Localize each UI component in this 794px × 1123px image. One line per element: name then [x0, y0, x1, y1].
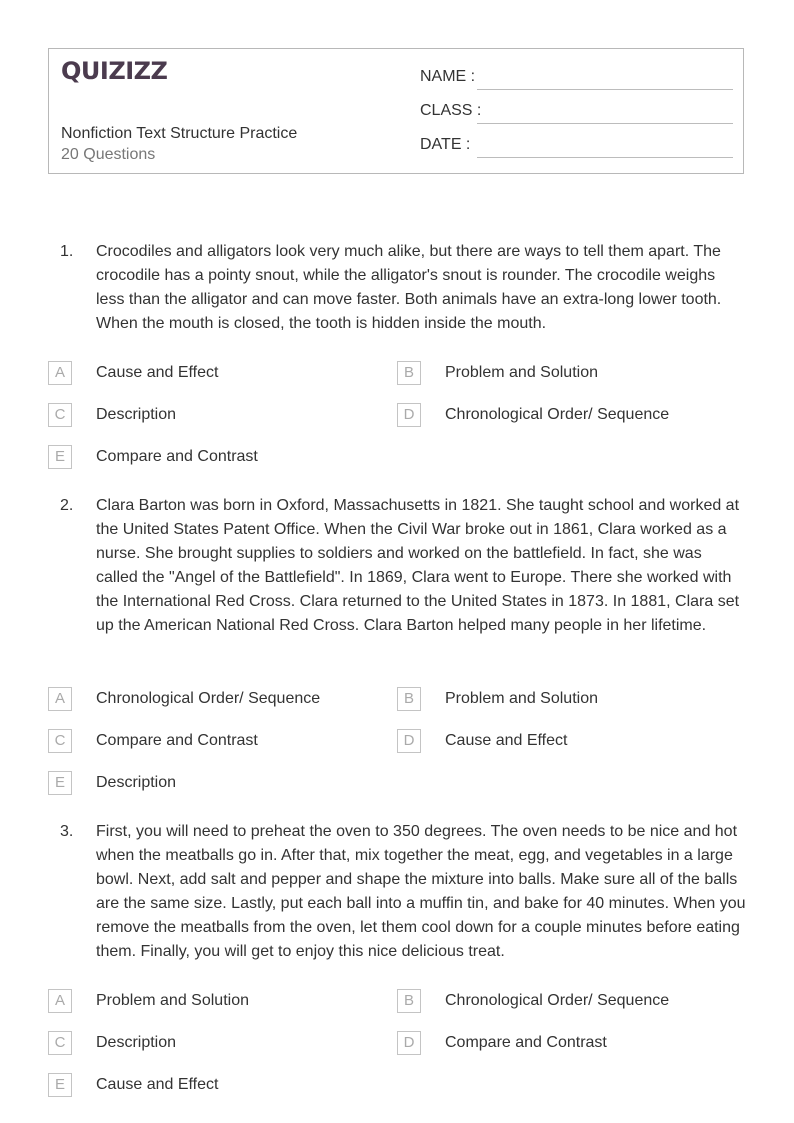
q2-option-c[interactable]	[48, 729, 388, 753]
option-letter-box[interactable]: D	[397, 403, 421, 427]
q1-option-a[interactable]	[48, 361, 388, 385]
option-text: Chronological Order/ Sequence	[96, 690, 321, 707]
question-text: Clara Barton was born in Oxford, Massachusetts in 1821. She taught school and worked at the United States Patent Office. When the Civil War broke out in 1861, Clara worked as a nurse. She brought supplies to soldiers and worked on the battlefield. In fact, she was called the "Angel of the Battlefield". In 1869, Clara went to Europe. There she worked with the International Red Cross. Clara returned to the United States in 1873. In 1881, Clara set up the American National Red Cross. Clara Barton helped many people in her lifetime.	[96, 497, 740, 634]
option-text: Description	[96, 406, 177, 423]
quizizz-logo: QUIZIZZ	[61, 57, 168, 85]
option-text: Problem and Solution	[445, 690, 598, 707]
option-text: Chronological Order/ Sequence	[445, 406, 670, 423]
option-text: Chronological Order/ Sequence	[445, 992, 670, 1009]
question-count: 20 Questions	[61, 146, 156, 163]
option-text: Compare and Contrast	[96, 732, 258, 749]
option-letter-box[interactable]: E	[48, 1073, 72, 1097]
date-label: DATE :	[420, 136, 471, 153]
question-1	[48, 240, 748, 340]
option-letter-box[interactable]: D	[397, 729, 421, 753]
option-text: Problem and Solution	[96, 992, 249, 1009]
option-letter-box[interactable]: A	[48, 687, 72, 711]
option-letter-box[interactable]: E	[48, 445, 72, 469]
date-line[interactable]	[477, 157, 733, 158]
q2-option-e[interactable]	[48, 771, 388, 795]
option-letter-box[interactable]: A	[48, 989, 72, 1013]
option-text: Description	[96, 774, 177, 791]
option-letter-box[interactable]: B	[397, 687, 421, 711]
option-text: Cause and Effect	[445, 732, 568, 749]
option-letter-box[interactable]: B	[397, 361, 421, 385]
name-label: NAME :	[420, 68, 476, 85]
option-letter-box[interactable]: B	[397, 989, 421, 1013]
q3-option-a[interactable]	[48, 989, 388, 1013]
option-letter-box[interactable]: C	[48, 729, 72, 753]
q1-option-c[interactable]	[48, 403, 388, 427]
question-text: First, you will need to preheat the oven to 350 degrees. The oven needs to be nice and hot when the meatballs go in. After that, mix together the meat, egg, and vegetables in a large bowl. Next, add salt and pepper and shape the mixture into balls. Make sure all of the balls are the same size. Lastly, put each ball into a muffin tin, and bake for 40 minutes. When you remove the meatballs from the oven, let them cool down for a couple minutes before eating them. Finally, you will get to enjoy this nice delicious treat.	[96, 823, 746, 960]
option-letter-box[interactable]: D	[397, 1031, 421, 1055]
date-field[interactable]	[420, 134, 733, 158]
question-2	[48, 494, 748, 666]
option-text: Description	[96, 1034, 177, 1051]
class-field[interactable]	[420, 100, 733, 124]
option-letter-box[interactable]: E	[48, 771, 72, 795]
option-letter-box[interactable]: C	[48, 1031, 72, 1055]
question-number: 1.	[60, 243, 74, 260]
question-3	[48, 820, 748, 968]
option-text: Cause and Effect	[96, 1076, 219, 1093]
option-letter-box[interactable]: A	[48, 361, 72, 385]
option-letter-box[interactable]: C	[48, 403, 72, 427]
class-line[interactable]	[477, 123, 733, 124]
q2-option-d[interactable]	[397, 729, 737, 753]
q1-option-e[interactable]	[48, 445, 388, 469]
question-number: 3.	[60, 823, 74, 840]
option-text: Cause and Effect	[96, 364, 219, 381]
class-label: CLASS :	[420, 102, 482, 119]
q3-option-b[interactable]	[397, 989, 737, 1013]
q3-option-d[interactable]	[397, 1031, 737, 1055]
worksheet-header	[48, 48, 744, 174]
q2-option-b[interactable]	[397, 687, 737, 711]
worksheet-title: Nonfiction Text Structure Practice	[61, 125, 298, 142]
q2-option-a[interactable]	[48, 687, 388, 711]
option-text: Compare and Contrast	[445, 1034, 607, 1051]
question-number: 2.	[60, 497, 74, 514]
option-text: Problem and Solution	[445, 364, 598, 381]
name-field[interactable]	[420, 66, 733, 90]
option-text: Compare and Contrast	[96, 448, 258, 465]
q3-option-c[interactable]	[48, 1031, 388, 1055]
question-text: Crocodiles and alligators look very much alike, but there are ways to tell them apart. The crocodile has a pointy snout, while the alligator's snout is rounder. The crocodile weighs less than the alligator and can move faster. Both animals have an extra-long lower tooth. When the mouth is closed, the tooth is hidden inside the mouth.	[96, 243, 722, 332]
q1-option-b[interactable]	[397, 361, 737, 385]
q1-option-d[interactable]	[397, 403, 737, 427]
q3-option-e[interactable]	[48, 1073, 388, 1097]
name-line[interactable]	[477, 89, 733, 90]
